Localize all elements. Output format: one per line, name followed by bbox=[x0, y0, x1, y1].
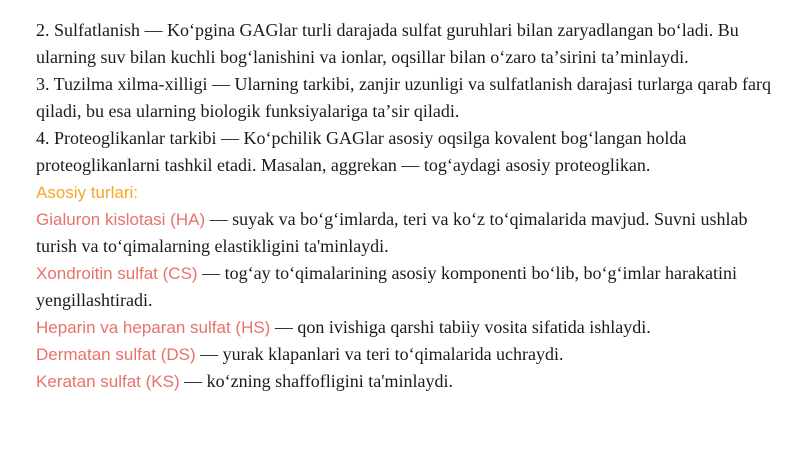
type-description: — qon ivishiga qarshi tabiiy vosita sifatida ishlaydi. bbox=[270, 317, 651, 337]
type-term: Dermatan sulfat (DS) bbox=[36, 345, 196, 364]
type-description: — suyak va boʻgʻimlarda, teri va koʻz toʻqimalarida mavjud. Suvni ushlab turish va toʻqimalarning elastikligini ta'minlaydi. bbox=[36, 209, 748, 256]
type-item-heparan-sulfate bbox=[36, 314, 776, 341]
type-item-hyaluronic-acid bbox=[36, 206, 776, 260]
paragraph-structural-diversity: 3. Tuzilma xilma-xilligi — Ularning tarkibi, zanjir uzunligi va sulfatlanish darajasi turlarga qarab farq qiladi, bu esa ularning biologik funksiyalariga taʼsir qiladi. bbox=[36, 74, 771, 121]
type-item-dermatan-sulfate bbox=[36, 341, 776, 368]
type-term: Keratan sulfat (KS) bbox=[36, 372, 180, 391]
paragraph-sulfation: 2. Sulfatlanish — Koʻpgina GAGlar turli darajada sulfat guruhlari bilan zaryadlangan boʻladi. Bu ularning suv bilan kuchli bogʻlanishini va ionlar, oqsillar bilan oʻzaro taʼsirini taʼminlaydi. bbox=[36, 20, 739, 67]
paragraph-proteoglycans: 4. Proteoglikanlar tarkibi — Koʻpchilik GAGlar asosiy oqsilga kovalent bogʻlangan holda proteoglikanlarni tashkil etadi. Masalan, aggrekan — togʻaydagi asosiy proteoglikan. bbox=[36, 128, 687, 175]
type-term: Gialuron kislotasi (HA) bbox=[36, 210, 206, 229]
type-description: — togʻay toʻqimalarining asosiy komponenti boʻlib, boʻgʻimlar harakatini yengillashtiradi. bbox=[36, 263, 737, 310]
type-term: Xondroitin sulfat (CS) bbox=[36, 264, 198, 283]
type-item-keratan-sulfate bbox=[36, 368, 776, 395]
type-description: — koʻzning shaffofligini ta'minlaydi. bbox=[179, 371, 453, 391]
type-item-chondroitin-sulfate bbox=[36, 260, 776, 314]
types-heading: Asosiy turlari: bbox=[36, 183, 139, 202]
document-body bbox=[36, 17, 776, 395]
type-description: — yurak klapanlari va teri toʻqimalarida uchraydi. bbox=[195, 344, 564, 364]
type-term: Heparin va heparan sulfat (HS) bbox=[36, 318, 271, 337]
